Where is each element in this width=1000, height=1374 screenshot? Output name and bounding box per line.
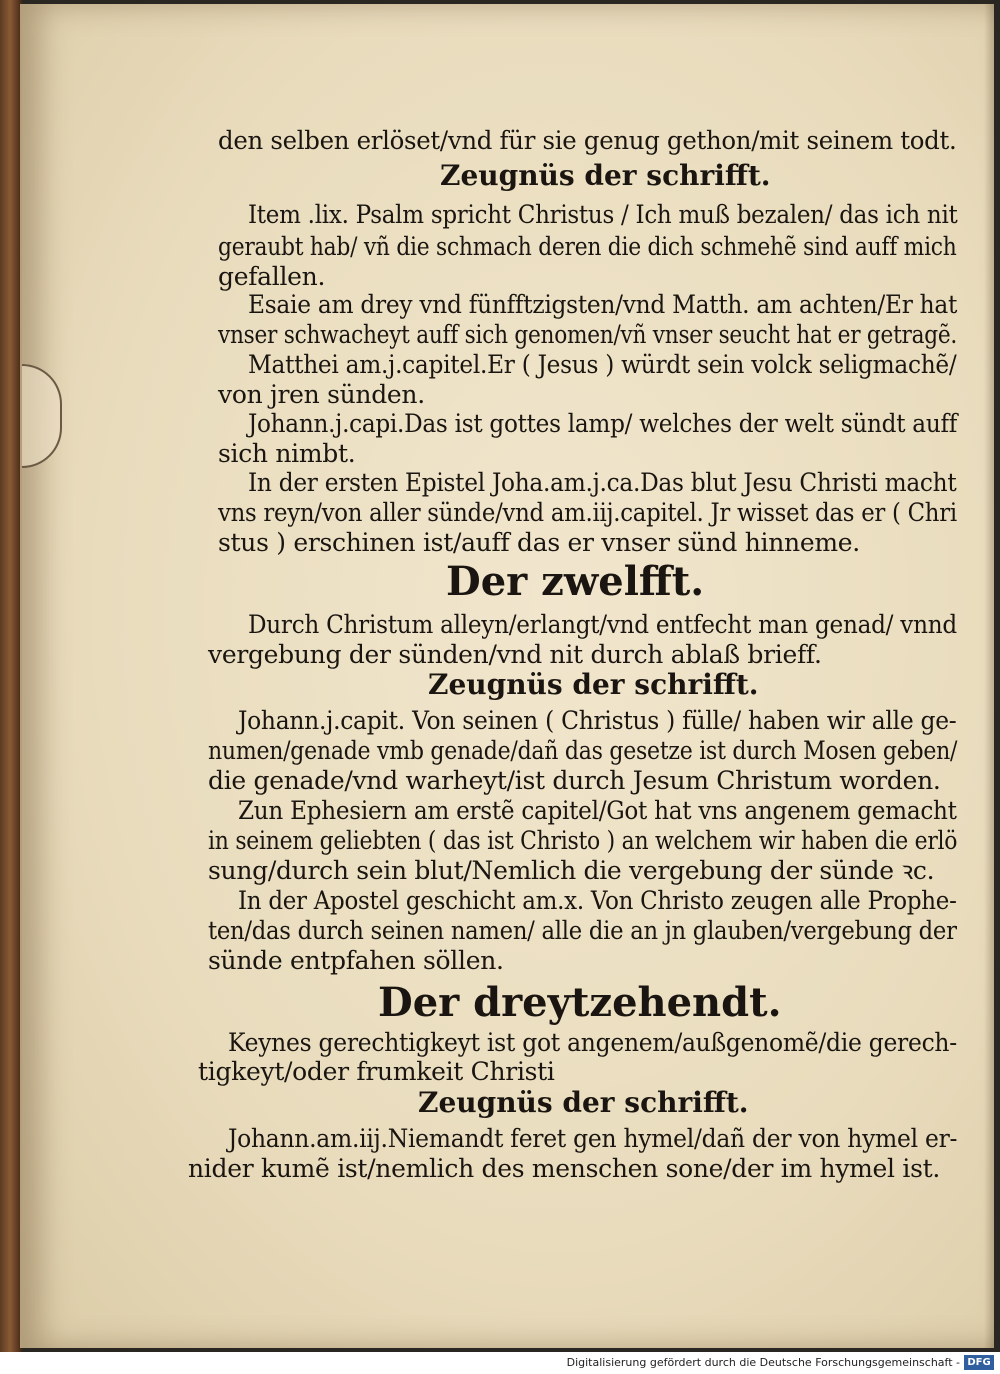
text-line: Johann.j.capi.Das ist gottes lamp/ welches der welt sündt auff xyxy=(248,409,958,438)
text-line: Esaie am drey vnd fünfftzigsten/vnd Matth. am achten/Er hat xyxy=(248,290,958,319)
section-subheading: Zeugnüs der schrifft. xyxy=(428,668,759,701)
text-line: Keynes gerechtigkeyt ist got angenem/außgenomẽ/die gerech- xyxy=(228,1028,957,1057)
text-line: sünde entpfahen söllen. xyxy=(208,946,504,975)
text-line: In der ersten Epistel Joha.am.j.ca.Das blut Jesu Christi macht xyxy=(248,468,957,497)
text-line: nider kumẽ ist/nemlich des menschen sone/der im hymel ist. xyxy=(188,1154,941,1183)
text-line: In der Apostel geschicht am.x. Von Christo zeugen alle Prophe- xyxy=(238,886,957,915)
chapter-heading: Der dreytzehendt. xyxy=(378,979,782,1026)
book-page xyxy=(20,4,994,1348)
funding-credit: Digitalisierung gefördert durch die Deutsche Forschungsgemeinschaft - xyxy=(566,1356,960,1369)
text-line: den selben erlöset/vnd für sie genug gethon/mit seinem todt. xyxy=(218,126,957,155)
section-subheading: Zeugnüs der schrifft. xyxy=(418,1086,749,1119)
book-spine xyxy=(0,0,22,1352)
text-line: vnser schwacheyt auff sich genomen/vñ vnser seucht hat er getragẽ. xyxy=(218,320,958,349)
text-line: Item .lix. Psalm spricht Christus / Ich muß bezalen/ das ich nit xyxy=(248,200,958,229)
text-line: Johann.am.iij.Niemandt feret gen hymel/dañ der von hymel er- xyxy=(228,1124,958,1153)
text-line: Zun Ephesiern am erstẽ capitel/Got hat vns angenem gemacht xyxy=(238,796,957,825)
text-line: stus ) erschinen ist/auff das er vnser sünd hinneme. xyxy=(218,528,860,557)
text-line: vns reyn/von aller sünde/vnd am.iij.capitel. Jr wisset das er ( Chri xyxy=(218,498,957,527)
text-line: geraubt hab/ vñ die schmach deren die dich schmehẽ sind auff mich xyxy=(218,232,957,261)
footer-bar xyxy=(0,1352,1000,1374)
text-line: numen/genade vmb genade/dañ das gesetze ist durch Mosen geben/ xyxy=(208,736,958,765)
text-line: Matthei am.j.capitel.Er ( Jesus ) würdt sein volck seligmachẽ/ xyxy=(248,350,957,379)
text-line: gefallen. xyxy=(218,262,326,291)
text-line: von jren sünden. xyxy=(218,380,425,409)
text-line: vergebung der sünden/vnd nit durch ablaß brieff. xyxy=(208,640,822,669)
text-line: sich nimbt. xyxy=(218,439,356,468)
text-line: tigkeyt/oder frumkeit Christi xyxy=(198,1057,555,1086)
page-text xyxy=(22,4,994,1348)
text-line: Johann.j.capit. Von seinen ( Christus ) fülle/ haben wir alle ge- xyxy=(238,706,957,735)
text-line: die genade/vnd warheyt/ist durch Jesum Christum worden. xyxy=(208,766,941,795)
dfg-logo: DFG xyxy=(964,1355,994,1370)
section-subheading: Zeugnüs der schrifft. xyxy=(440,159,771,192)
text-line: sung/durch sein blut/Nemlich die vergebung der sünde ꝛc. xyxy=(208,856,935,885)
text-line: ten/das durch seinen namen/ alle die an jn glauben/vergebung der xyxy=(208,916,957,945)
chapter-heading: Der zwelfft. xyxy=(446,558,705,605)
text-line: in seinem geliebten ( das ist Christo ) an welchem wir haben die erlö xyxy=(208,826,958,855)
text-line: Durch Christum alleyn/erlangt/vnd entfecht man genad/ vnnd xyxy=(248,610,957,639)
